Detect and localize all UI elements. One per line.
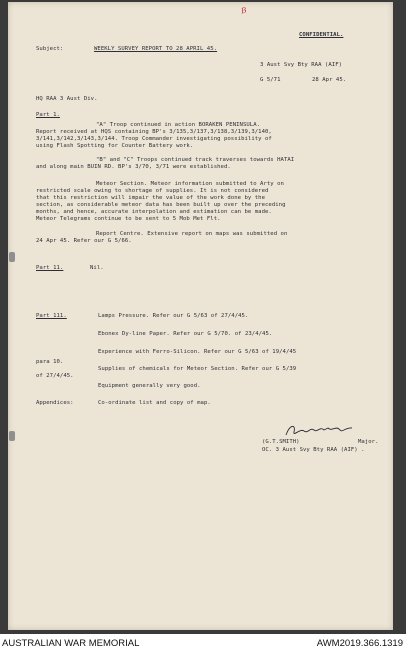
part3-margin-date: of 27/4/45. — [36, 373, 74, 379]
part1-line: "A" Troop continued in action BORAKEN PENINSULA. — [96, 122, 261, 128]
part3-item: Equipment generally very good. — [98, 383, 201, 389]
part3-item: Lamps Pressure. Refer our G 5/63 of 27/4/45. — [98, 313, 249, 319]
appendices-text: Co-ordinate list and copy of map. — [98, 400, 211, 406]
archive-name: AUSTRALIAN WAR MEMORIAL — [2, 638, 140, 649]
part2-heading: Part 11. — [36, 265, 64, 271]
reference-number: G 5/71 — [260, 77, 281, 83]
part1-line: Report Centre. Extensive report on maps was submitted on — [96, 231, 288, 237]
classification-mark: CONFIDENTIAL. — [299, 32, 344, 38]
part1-line: Report received at HQS containing BP's 3/135,3/137,3/138,3/139,3/140, — [36, 129, 272, 135]
handwritten-note: B — [240, 5, 248, 16]
part1-line: and along main BUIN RD. BP's 3/70, 3/71 were established. — [36, 164, 231, 170]
part1-line: using Flash Spotting for Counter Battery work. — [36, 143, 194, 149]
signatory-rank: Major. — [358, 439, 379, 445]
subject-label: Subject: — [36, 46, 64, 52]
document-date: 28 Apr 45. — [312, 77, 347, 83]
part1-line: that this restriction will impair the value of the work done by the — [36, 195, 265, 201]
part3-item: Experience with Ferro-Silicon. Refer our G 5/63 of 19/4/45 — [98, 349, 297, 355]
handwritten-signature — [282, 422, 356, 440]
part1-line: section, as considerable meteor data has been built up over the preceding — [36, 202, 286, 208]
archive-footer — [0, 634, 406, 653]
signatory-name: (G.T.SMITH) — [262, 439, 300, 445]
part1-line: Meteor Telegrams continue to be sent to 5 Mob Met Flt. — [36, 216, 221, 222]
part1-heading: Part 1. — [36, 112, 60, 118]
part1-line: months, and hence, accurate interpolation and estimation can be made. — [36, 209, 272, 215]
part1-line: 3/141,3/142,3/143,3/144. Troop Commander investigating possibility of — [36, 136, 272, 142]
punch-hole — [9, 252, 15, 262]
unit-name: 3 Aust Svy Bty RAA (AIF) — [260, 62, 343, 68]
document-page — [8, 2, 393, 630]
part2-text: Nil. — [90, 265, 104, 271]
part1-line: Meteor Section. Meteor information submitted to Arty on — [96, 181, 284, 187]
part1-line: 24 Apr 45. Refer our G 5/66. — [36, 238, 132, 244]
part3-item: Ebonex Dy-line Paper. Refer our G 5/70. of 23/4/45. — [98, 331, 273, 337]
signatory-title: OC. 3 Aust Svy Bty RAA (AIF) . — [262, 447, 365, 453]
addressee: HQ RAA 3 Aust Div. — [36, 96, 98, 102]
subject-title: WEEKLY SURVEY REPORT TO 28 APRIL 45. — [94, 46, 218, 52]
part1-line: "B" and "C" Troops continued track traverses towards HATAI — [96, 157, 295, 163]
part3-margin-para: para 10. — [36, 359, 64, 365]
part3-item: Supplies of chemicals for Meteor Section. Refer our G 5/39 — [98, 366, 297, 372]
part1-line: restricted scale owing to shortage of supplies. It is not considered — [36, 188, 269, 194]
part3-heading: Part 111. — [36, 313, 67, 319]
punch-hole — [9, 431, 15, 441]
archive-id: AWM2019.366.1319 — [316, 638, 403, 649]
appendices-label: Appendices: — [36, 400, 74, 406]
